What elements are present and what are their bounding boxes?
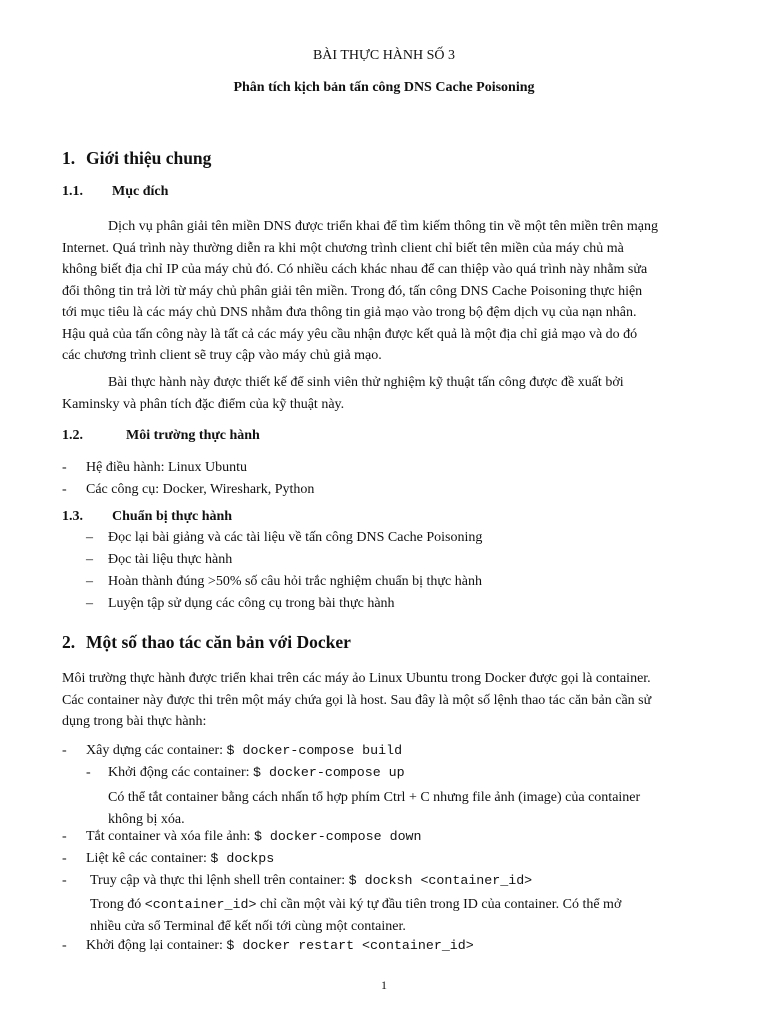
command-code: $ docker restart <container_id> [226,938,474,953]
text-line: không biết địa chỉ IP của máy chủ đó. Có nhiều cách khác nhau để can thiệp vào quá trình này nhằm sửa [62,262,648,277]
subsection-1-1-title: Mục đích [112,184,169,199]
command-label: Khởi động lại container: [86,938,227,953]
bullet-dash: - [62,851,67,866]
bullet-endash: – [86,574,93,589]
text-line: tới mục tiêu là các máy chủ DNS nhằm đưa thông tin giả mạo vào trong bộ đệm dịch vụ của nạn nhân. [62,305,637,320]
command-shell [90,873,532,889]
subsection-1-1-number: 1.1. [62,184,83,199]
command-restart [86,938,474,954]
command-shell-note [90,894,704,937]
text-line: nhiều cửa sổ Terminal để kết nối tới cùng một container. [90,918,406,934]
command-label: Khởi động các container: [108,765,254,780]
text-line: dụng trong bài thực hành: [62,714,207,729]
text-line: đổi thông tin trả lời từ máy chủ phân giải tên miền. Trong đó, tấn công DNS Cache Poisoning thực hiện [62,283,643,299]
page-number: 1 [381,978,387,992]
document-title: BÀI THỰC HÀNH SỐ 3 [312,48,456,63]
preparation-item: Hoàn thành đúng >50% số câu hỏi trắc nghiệm chuẩn bị thực hành [108,574,482,589]
command-up-note [108,787,704,830]
subsection-1-3-title: Chuẩn bị thực hành [112,509,233,524]
text-line: các chương trình client sẽ truy cập vào máy chủ giả mạo. [62,348,382,363]
text-line: Dịch vụ phân giải tên miền DNS được triển khai để tìm kiếm thông tin về một tên miền trên mạng [108,219,658,234]
command-down [86,829,422,845]
purpose-paragraph-2 [62,372,704,415]
command-code: $ docksh <container_id> [348,873,533,888]
text-line: Hậu quả của tấn công này là tất cả các máy yêu cầu nhận được kết quả là một địa chỉ giả mạo và do đó [62,326,638,342]
docker-intro-paragraph [62,668,704,733]
section-1-title: Giới thiệu chung [86,148,212,168]
preparation-item: Đọc tài liệu thực hành [108,552,233,567]
command-label: Tắt container và xóa file ảnh: [86,829,254,844]
subsection-1-3-number: 1.3. [62,509,83,524]
purpose-paragraph-1 [62,216,704,367]
text-line [90,894,704,916]
bullet-dash: - [62,938,67,953]
bullet-dash: - [62,460,67,475]
text-line: Bài thực hành này được thiết kế để sinh viên thử nghiệm kỹ thuật tấn công được đề xuất bởi [108,375,624,390]
bullet-dash: - [62,829,67,844]
bullet-endash: – [86,552,93,567]
bullet-dash: - [86,765,91,780]
text-line: Môi trường thực hành được triển khai trên các máy ảo Linux Ubuntu trong Docker được gọi là container. [62,671,651,686]
command-up [108,765,405,781]
bullet-dash: - [62,482,67,497]
section-1-number: 1. [62,148,76,168]
preparation-item: Đọc lại bài giảng và các tài liệu về tấn công DNS Cache Poisoning [108,530,483,545]
command-label: Liệt kê các container: [86,851,211,866]
command-build [86,743,402,759]
text-line: Các container này được thi trên một máy chứa gọi là host. Sau đây là một số lệnh thao tác căn bản cần sử [62,692,652,708]
text-line: Có thể tắt container bằng cách nhấn tổ hợp phím Ctrl + C nhưng file ảnh (image) của container [108,790,641,805]
bullet-dash: - [62,743,67,758]
bullet-endash: – [86,530,93,545]
section-2-title: Một số thao tác căn bản với Docker [86,632,351,652]
command-code: $ docker-compose build [226,743,403,758]
subsection-1-2-number: 1.2. [62,428,83,443]
environment-item-tools: Các công cụ: Docker, Wireshark, Python [86,482,315,497]
bullet-endash: – [86,596,93,611]
section-2-number: 2. [62,632,76,652]
bullet-dash: - [62,873,67,888]
note-text: chỉ cần một vài ký tự đầu tiên trong ID của container. Có thể mở [256,897,622,912]
document-subtitle: Phân tích kịch bản tấn công DNS Cache Poisoning [233,80,535,95]
text-line: không bị xóa. [108,811,185,827]
preparation-item: Luyện tập sử dụng các công cụ trong bài thực hành [108,596,395,611]
command-label: Xây dựng các container: [86,743,227,758]
command-list [86,851,274,867]
note-text: Trong đó [90,897,145,912]
note-code: <container_id> [144,897,257,912]
command-code: $ docker-compose down [253,829,422,844]
environment-item-os: Hệ điều hành: Linux Ubuntu [86,460,247,475]
command-code: $ docker-compose up [253,765,405,780]
text-line: Kaminsky và phân tích đặc điểm của kỹ thuật này. [62,396,345,412]
subsection-1-2-title: Môi trường thực hành [126,428,260,443]
command-label: Truy cập và thực thi lệnh shell trên container: [90,873,349,888]
command-code: $ dockps [210,851,275,866]
text-line: Internet. Quá trình này thường diễn ra khi một chương trình client chỉ biết tên miền của máy chủ mà [62,240,624,256]
